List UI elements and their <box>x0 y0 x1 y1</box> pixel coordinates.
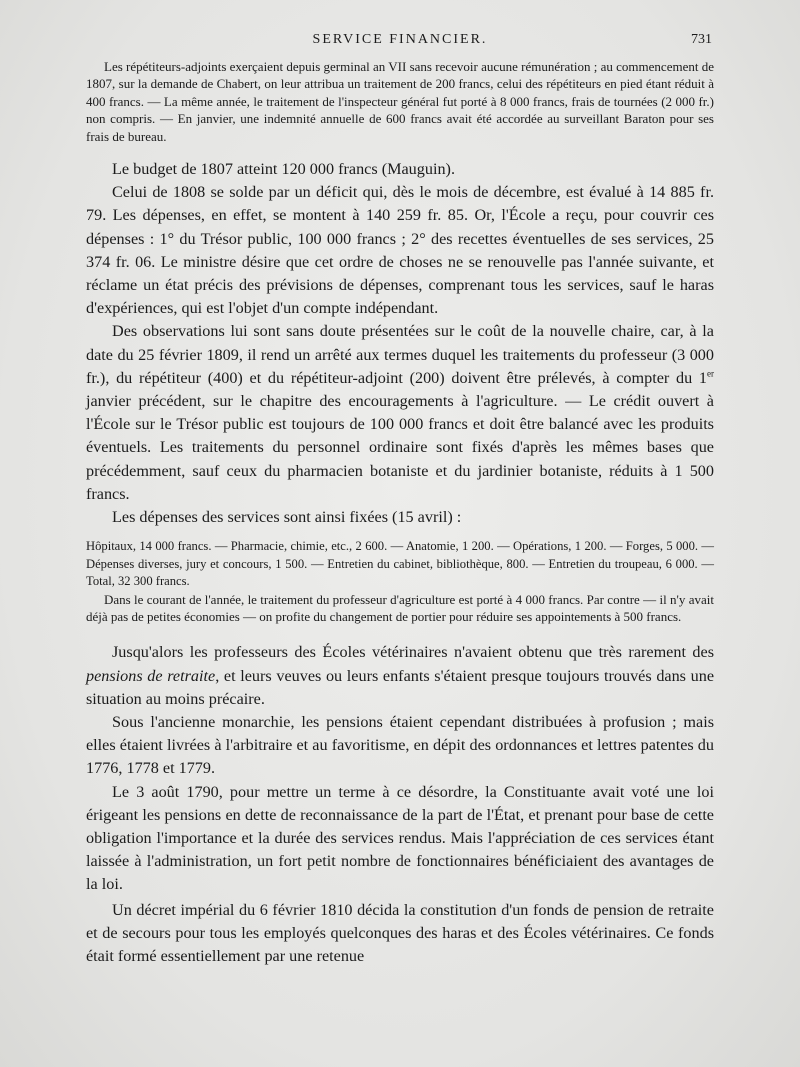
paragraph-observations-part-2: janvier précédent, sur le chapitre des encouragements à l'agriculture. — Le crédit ouvert à l'École sur le Trésor public est toujours de 100 000 francs et doit être balancé avec les produits éventuels. Les traitements du personnel ordinaire sont fixés d'après les mêmes bases que précédemment, sauf ceux du pharmacien botaniste et du jardinier botaniste, réduits à 1 500 francs. <box>86 392 714 503</box>
paragraph-pensions-part-2: , et leurs veuves ou leurs enfants s'étaient presque toujours trouvés dans une situation au moins précaire. <box>86 666 715 708</box>
paragraph-budget-1807: Le budget de 1807 atteint 120 000 francs (Mauguin). <box>112 160 455 179</box>
paragraph-ancienne-monarchie: Sous l'ancienne monarchie, les pensions étaient cependant distribuées à profusion ; mais elles étaient livrées à l'arbitraire et au favoritisme, en dépit des ordonnances et lettres patentes du 1776, 1778 et 1779. <box>86 712 714 778</box>
paragraph-repetiteurs: Les répétiteurs-adjoints exerçaient depuis germinal an VII sans recevoir aucune rémunération ; au commencement de 1807, sur la demande de Chabert, on leur attribua un traitement de 200 francs, celui des répétiteurs en pied étant réduit à 400 francs. — La même année, le traitement de l'inspecteur général fut porté à 8 000 francs, frais de tournées (2 000 fr.) non compris. — En janvier, une indemnité annuelle de 600 francs avait été accordée au surveillant Baraton pour ses frais de bureau. <box>86 59 714 144</box>
paragraph-pensions-intro <box>86 641 714 711</box>
paragraph-expense-list: Hôpitaux, 14 000 francs. — Pharmacie, chimie, etc., 2 600. — Anatomie, 1 200. — Opérations, 1 200. — Forges, 5 000. — Dépenses diverses, jury et concours, 1 500. — Entretien du cabinet, bibliothèque, 800. — Entretien du troupeau, 6 000. — Total, 32 300 francs. <box>86 539 714 589</box>
paragraph-observations <box>86 320 714 506</box>
paragraph-pensions-part-1: Jusqu'alors les professeurs des Écoles vétérinaires n'avaient obtenu que très rarement des <box>112 643 714 662</box>
paragraph-traitement-agriculture: Dans le courant de l'année, le traitement du professeur d'agriculture est porté à 4 000 francs. Par contre — il n'y avait déjà pas de petites économies — on profite du changement de portier pour réduire ses appointements à 500 francs. <box>86 591 714 624</box>
running-title: SERVICE FINANCIER. <box>312 32 488 47</box>
page-number: 731 <box>691 32 712 47</box>
paragraph-depenses-intro: Les dépenses des services sont ainsi fixées (15 avril) : <box>112 508 462 527</box>
paragraph-decret-1810: Un décret impérial du 6 février 1810 décida la constitution d'un fonds de pension de retraite et de secours pour tous les employés quelconques des haras et des Écoles vétérinaires. Ce fonds était formé essentiellement par une retenue <box>86 900 714 965</box>
page-body <box>86 58 714 968</box>
paragraph-constituante: Le 3 août 1790, pour mettre un terme à ce désordre, la Constituante avait voté une loi érigeant les pensions en dette de reconnaissance de la part de l'État, et prenant pour base de cette obligation l'importance et la durée des services rendus. Mais l'appréciation de ces services étant laissée à l'administration, un fort petit nombre de fonctionnaires bénéficiaient des avantages de la loi. <box>86 782 714 894</box>
superscript-er: er <box>707 368 714 379</box>
pensions-de-retraite-emphasis: pensions de retraite <box>86 666 216 685</box>
running-head <box>88 32 712 54</box>
paragraph-budget-1808: Celui de 1808 se solde par un déficit qui, dès le mois de décembre, est évalué à 14 885 fr. 79. Les dépenses, en effet, se montent à 140 259 fr. 85. Or, l'École a reçu, pour couvrir ces dépenses : 1° du Trésor public, 100 000 francs ; 2° des recettes éventuelles de ses services, 25 374 fr. 06. Le ministre désire que cet ordre de choses ne se renouvelle pas l'année suivante, et réclame un état précis des prévisions de dépenses, comprenant tous les services, sauf le haras d'expériences, qui est l'objet d'un compte indépendant. <box>86 183 714 318</box>
paragraph-observations-part-1: Des observations lui sont sans doute présentées sur le coût de la nouvelle chaire, car, à la date du 25 février 1809, il rend un arrêté aux termes duquel les traitements du professeur (3 000 fr.), du répétiteur (400) et du répétiteur-adjoint (200) doivent être prélevés, à compter du 1 <box>86 322 714 387</box>
